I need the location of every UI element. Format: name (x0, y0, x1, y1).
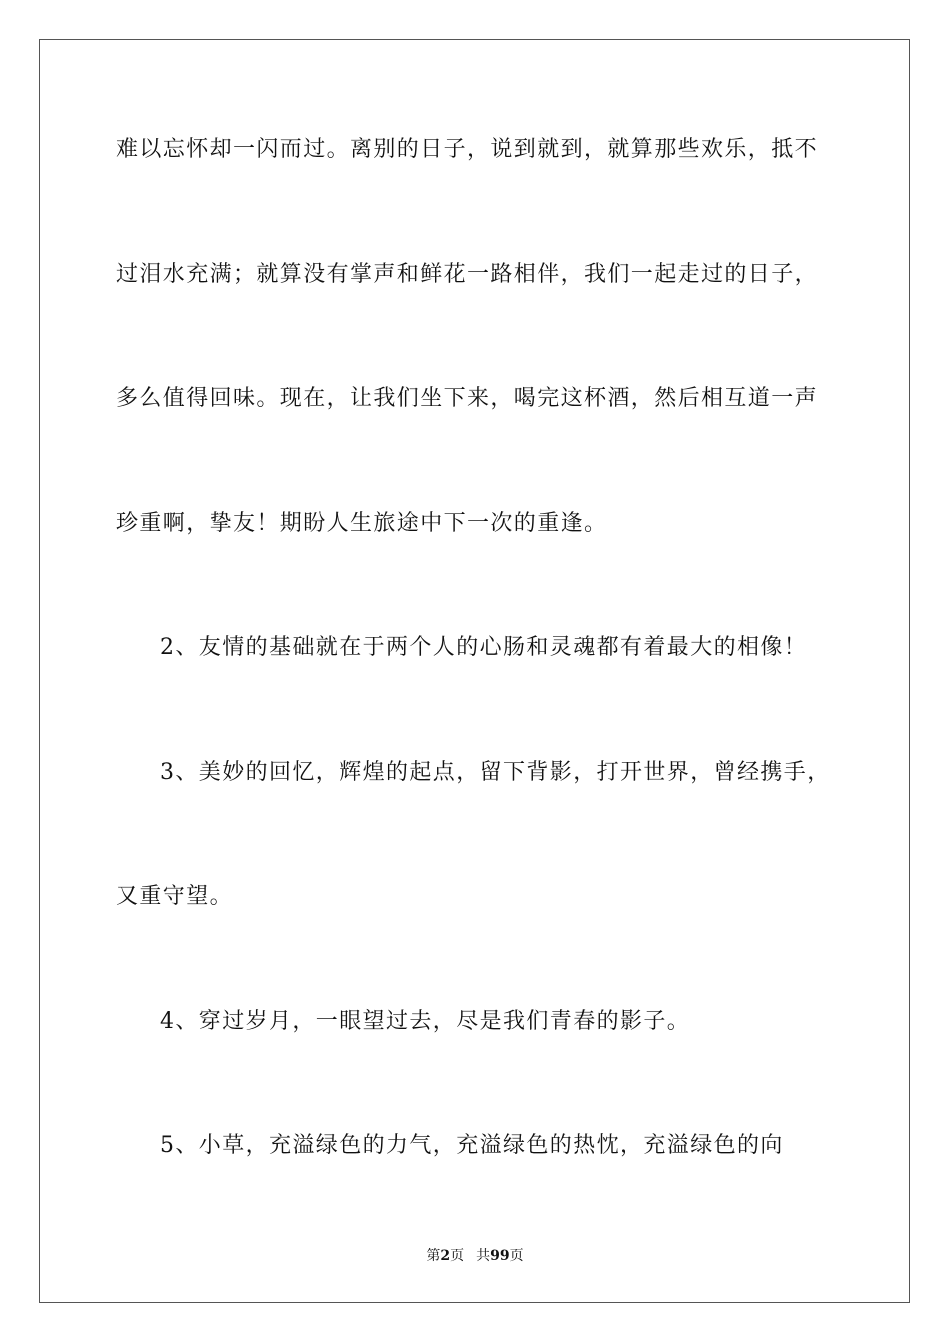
paragraph-line: 珍重啊，挚友！期盼人生旅途中下一次的重逢。 (116, 511, 608, 536)
footer-page-prefix: 第 (426, 1248, 441, 1264)
paragraph-line: 4、穿过岁月，一眼望过去，尽是我们青春的影子。 (160, 1009, 691, 1034)
footer-page-suffix: 页 (450, 1248, 465, 1264)
footer-total-pages: 99 (490, 1248, 510, 1264)
paragraph-line: 多么值得回味。现在，让我们坐下来，喝完这杯酒，然后相互道一声 (116, 386, 819, 411)
footer-total-suffix: 页 (509, 1248, 524, 1264)
footer-total-prefix: 共 (476, 1248, 491, 1264)
paragraph-line: 3、美妙的回忆，辉煌的起点，留下背影，打开世界，曾经携手， (160, 760, 831, 785)
footer-page-number: 2 (440, 1248, 451, 1264)
paragraph-line: 过泪水充满；就算没有掌声和鲜花一路相伴，我们一起走过的日子， (116, 262, 819, 287)
paragraph-line: 5、小草，充溢绿色的力气，充溢绿色的热忱，充溢绿色的向 (160, 1133, 784, 1158)
paragraph-line: 又重守望。 (116, 884, 234, 909)
page-footer (0, 1247, 950, 1265)
page-border (39, 39, 910, 1303)
paragraph-line: 难以忘怀却一闪而过。离别的日子，说到就到，就算那些欢乐，抵不 (116, 137, 819, 162)
paragraph-line: 2、友情的基础就在于两个人的心肠和灵魂都有着最大的相像！ (160, 635, 808, 660)
